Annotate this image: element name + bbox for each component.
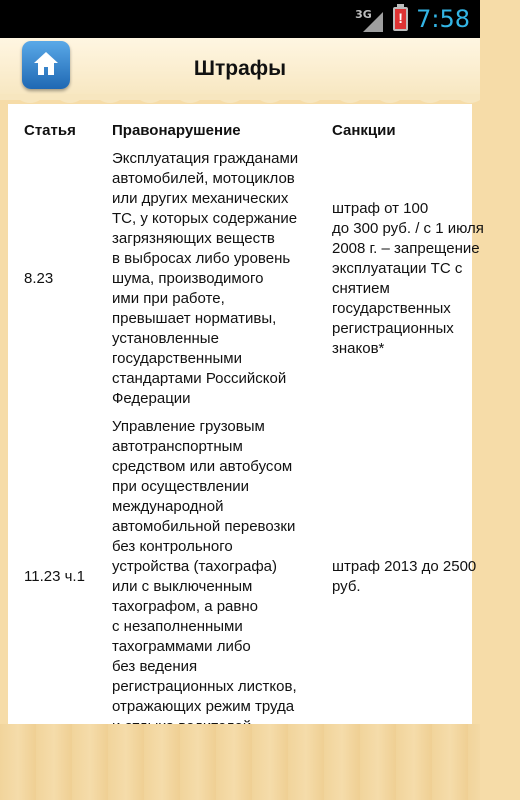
- table-row[interactable]: [20, 147, 520, 415]
- fines-table: [20, 116, 520, 743]
- battery-icon: !: [393, 7, 408, 31]
- app-header: [0, 38, 480, 100]
- status-bar: [0, 0, 480, 38]
- column-header-offense: Правонарушение: [112, 122, 241, 139]
- network-type: 3G: [355, 8, 372, 21]
- home-icon: [32, 50, 60, 78]
- page-title: Штрафы: [193, 57, 287, 80]
- table-header-row: [20, 116, 520, 147]
- table-row[interactable]: [20, 415, 520, 743]
- signal-icon: [355, 4, 385, 34]
- sanction-cell: штраф от 100 до 300 руб. / с 1 июля 2008 г. – запрещение эксплуатации ТС с снятием государственных регистрационных знаков*: [332, 200, 484, 357]
- article-cell: 11.23 ч.1: [24, 568, 85, 585]
- clock: 7:58: [416, 5, 470, 33]
- article-cell: 8.23: [24, 270, 54, 287]
- column-header-sanctions: Санкции: [332, 122, 396, 139]
- sanction-cell: штраф 2013 до 2500 руб.: [332, 558, 477, 595]
- status-icons: [355, 0, 470, 38]
- offense-cell: Эксплуатация гражданами автомобилей, мотоциклов или других механических ТС, у которых содержание загрязняющих веществ в выбросах либо уровень шума, производимого ими при работе, превышает нормативы, установленные государственными стандартами Российской Федерации: [112, 150, 299, 407]
- column-header-article: Статья: [24, 122, 76, 139]
- wood-background: [0, 724, 480, 800]
- fines-card[interactable]: [8, 104, 484, 724]
- offense-cell: Управление грузовым автотранспортным средством или автобусом при осуществлении международной автомобильной перевозки без контрольного устройства (тахографа) или с выключенным тахографом, а равно с незаполненными тахограммами либо без ведения регистрационных листков, отражающих режим труда: [112, 418, 297, 715]
- home-button[interactable]: [22, 41, 70, 89]
